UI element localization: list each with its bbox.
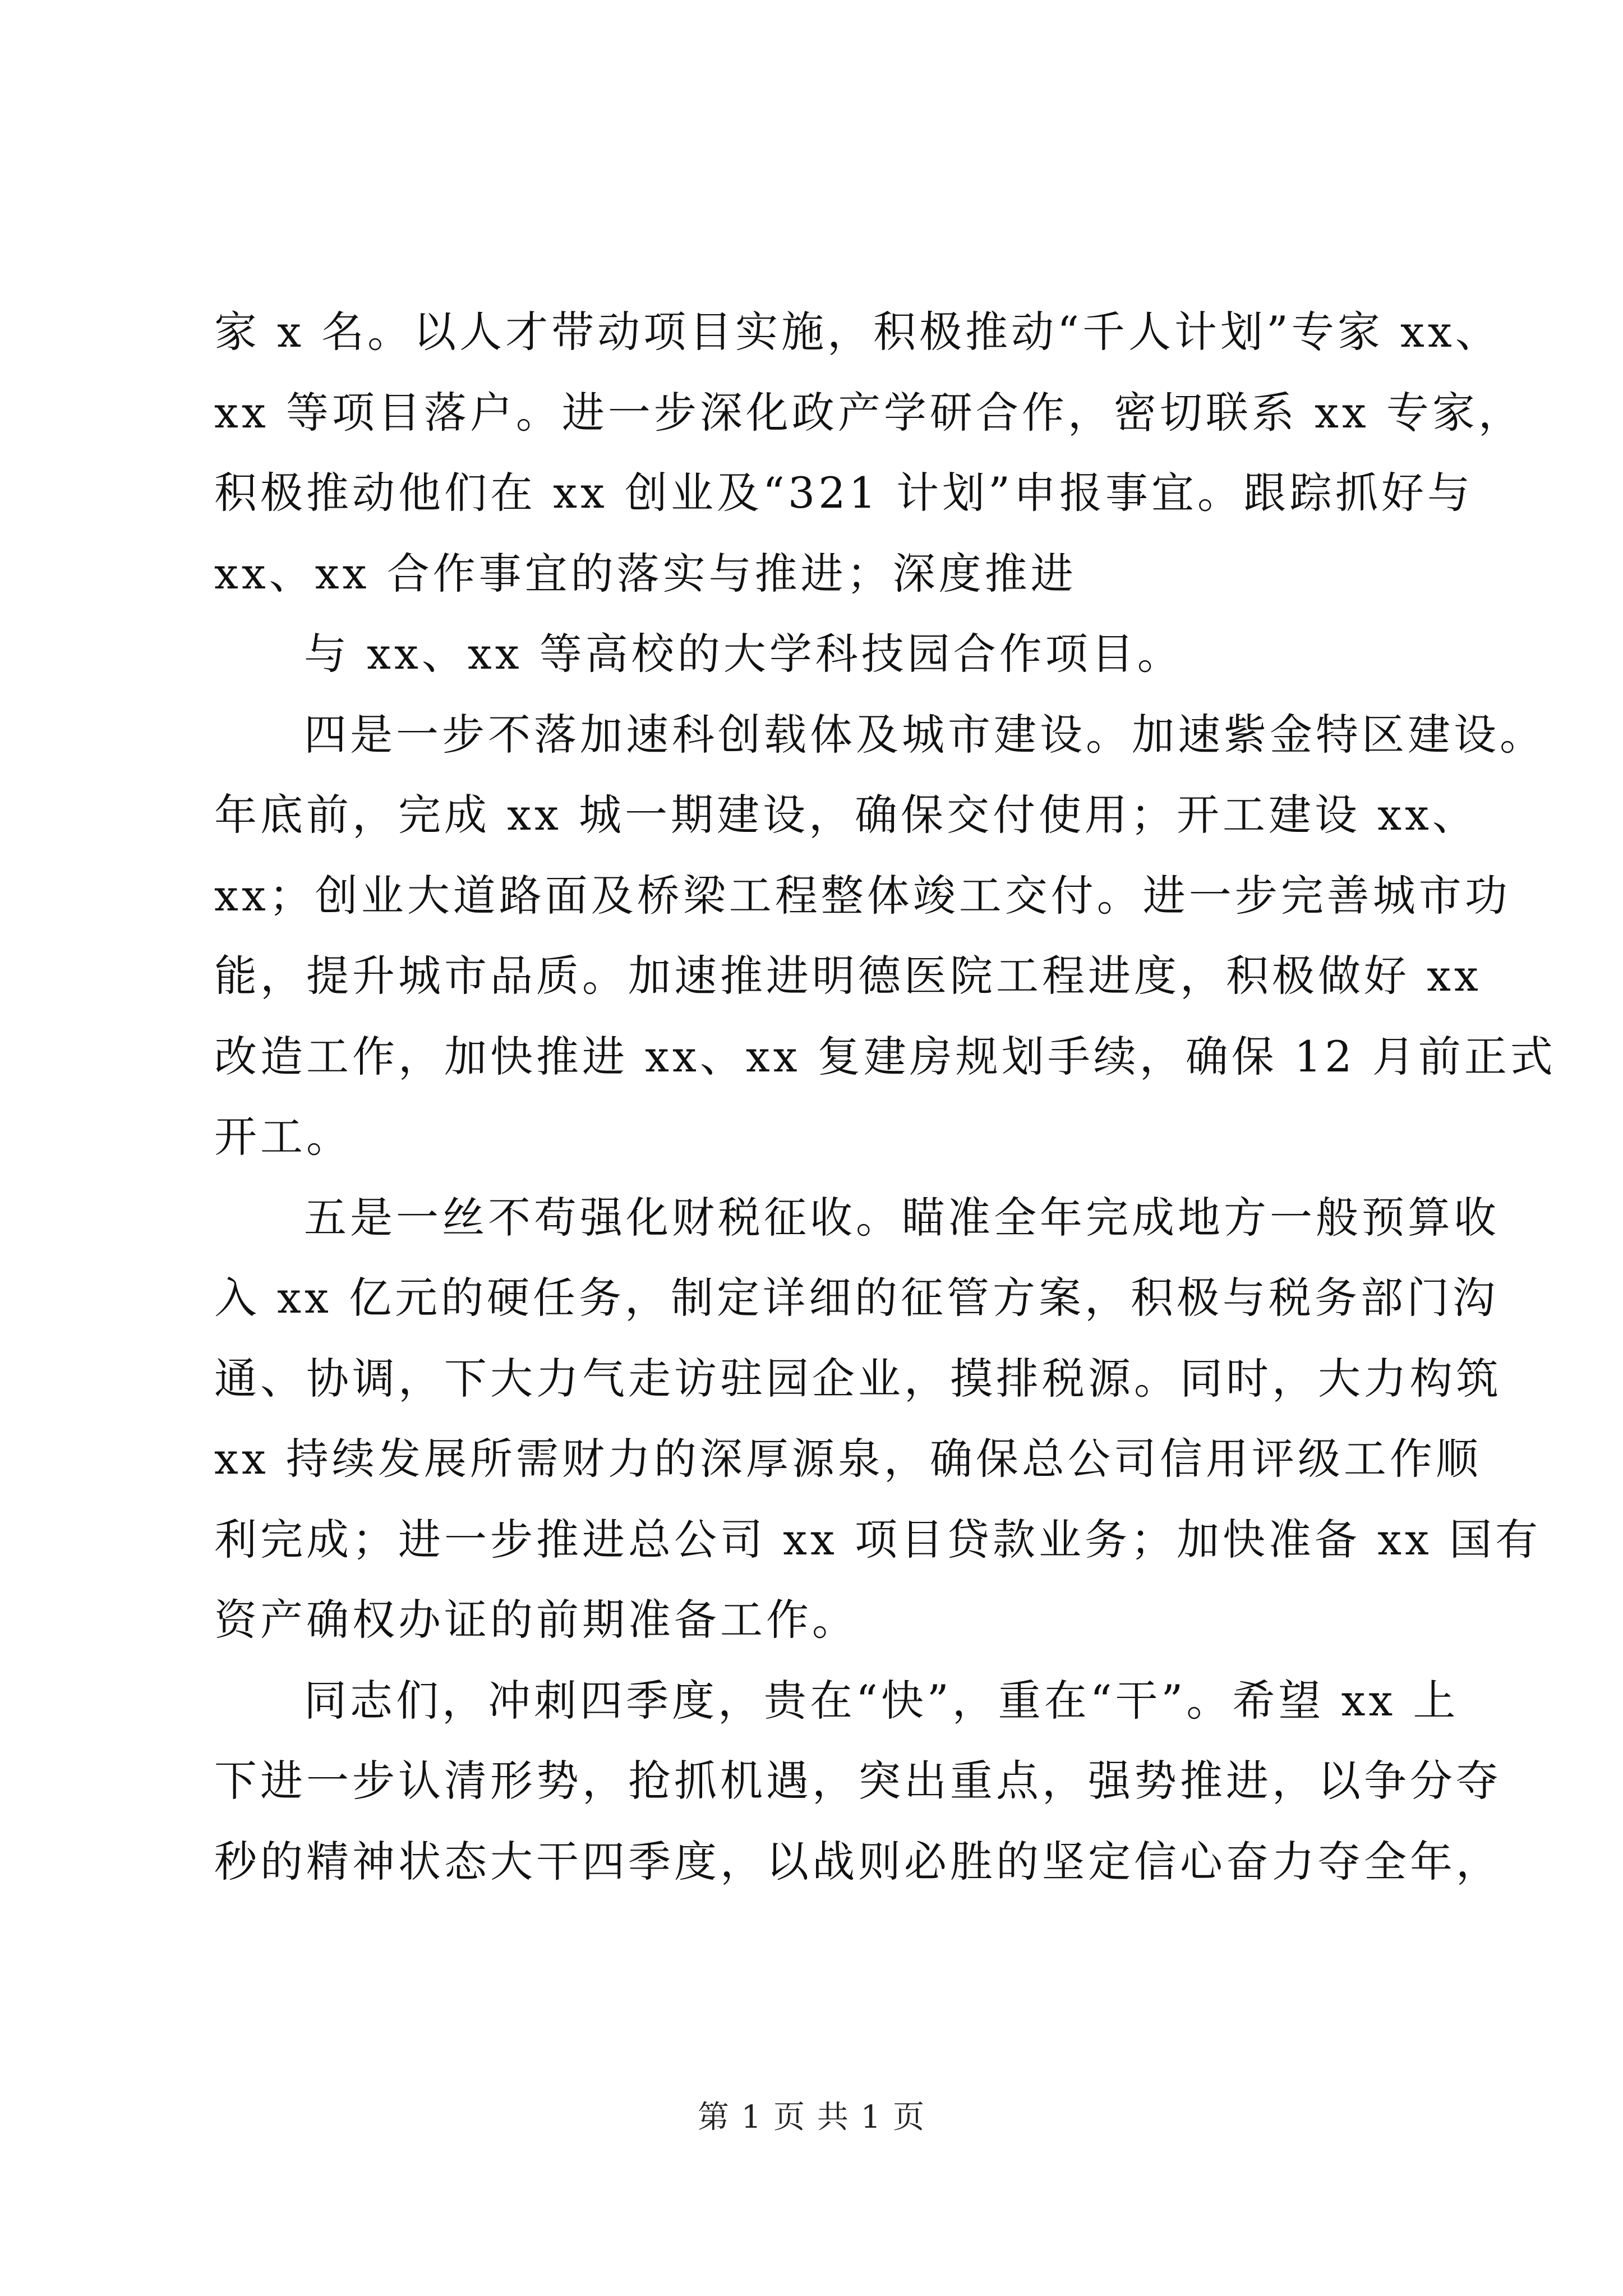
text-line: 年底前，完成 xx 城一期建设，确保交付使用；开工建设 xx、: [214, 790, 1478, 840]
paragraph-first-line: 同志们，冲刺四季度，贵在“快”，重在“干”。希望 xx 上: [304, 1675, 1459, 1726]
text-line: 通、协调，下大力气走访驻园企业，摸排税源。同时，大力构筑: [214, 1353, 1502, 1404]
text-line: 家 x 名。以人才带动项目实施，积极推动“千人计划”专家 xx、: [214, 307, 1501, 357]
text-line: 入 xx 亿元的硬任务，制定详细的征管方案，积极与税务部门沟: [214, 1273, 1499, 1323]
text-line: 改造工作，加快推进 xx、xx 复建房规划手续，确保 12 月前正式: [214, 1031, 1556, 1082]
text-line: xx、xx 合作事宜的落实与推进；深度推进: [214, 548, 1077, 599]
text-line: 秒的精神状态大干四季度，以战则必胜的坚定信心奋力夺全年，: [214, 1836, 1502, 1887]
text-line: xx 持续发展所需财力的深厚源泉，确保总公司信用评级工作顺: [214, 1434, 1482, 1484]
text-line: 资产确权办证的前期准备工作。: [214, 1595, 858, 1645]
text-line: xx；创业大道路面及桥梁工程整体竣工交付。进一步完善城市功: [214, 870, 1511, 921]
paragraph-first-line: 四是一步不落加速科创载体及城市建设。加速紫金特区建设。: [304, 709, 1546, 760]
text-line: 下进一步认清形势，抢抓机遇，突出重点，强势推进，以争分夺: [214, 1756, 1502, 1806]
text-line: 开工。: [214, 1112, 352, 1162]
text-line: xx 等项目落户。进一步深化政产学研合作，密切联系 xx 专家，: [214, 387, 1524, 438]
paragraph-first-line: 与 xx、xx 等高校的大学科技园合作项目。: [304, 629, 1183, 679]
text-line: 积极推动他们在 xx 创业及“321 计划”申报事宜。跟踪抓好与: [214, 468, 1473, 518]
text-line: 利完成；进一步推进总公司 xx 项目贷款业务；加快准备 xx 国有: [214, 1514, 1542, 1565]
page-number-footer: 第 1 页 共 1 页: [697, 2099, 926, 2136]
text-line: 能，提升城市品质。加速推进明德医院工程进度，积极做好 xx: [214, 951, 1482, 1001]
paragraph-first-line: 五是一丝不苟强化财税征收。瞄准全年完成地方一般预算收: [304, 1192, 1500, 1243]
document-body: [214, 292, 1556, 1902]
